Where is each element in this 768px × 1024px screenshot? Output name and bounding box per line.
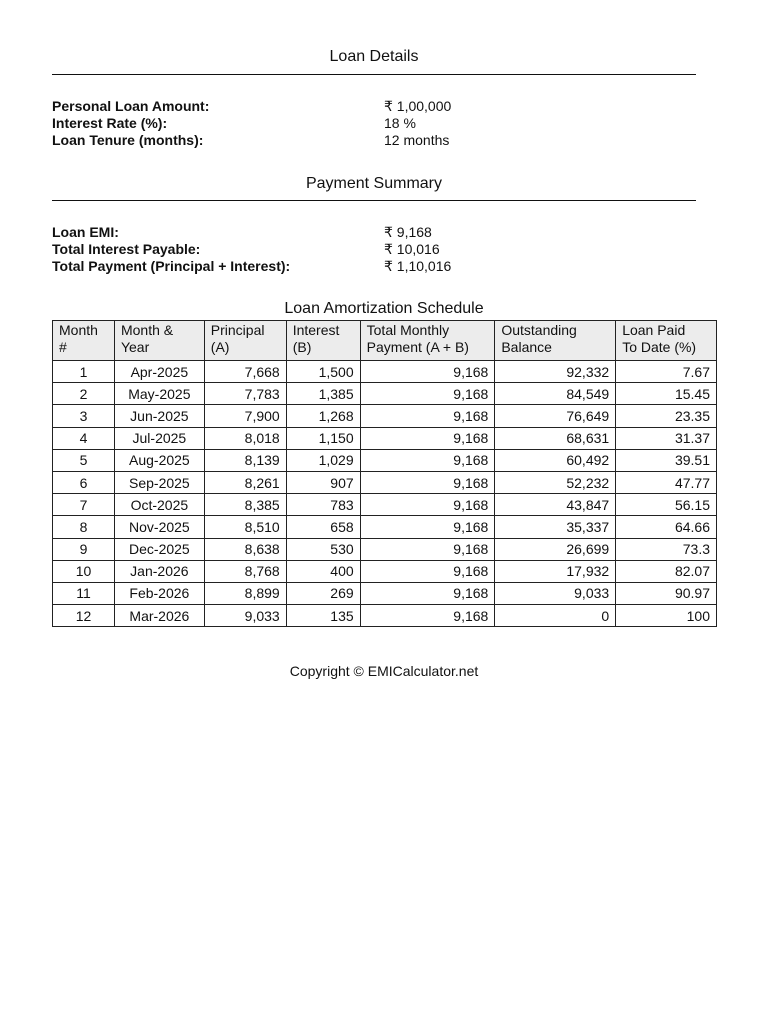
loan-amount-value: ₹ 1,00,000 <box>384 98 452 114</box>
table-row <box>53 560 717 582</box>
cell-principal: 8,510 <box>204 516 286 538</box>
cell-balance: 76,649 <box>495 405 616 427</box>
cell-balance: 0 <box>495 605 616 627</box>
cell-total: 9,168 <box>360 516 495 538</box>
cell-balance: 35,337 <box>495 516 616 538</box>
cell-paid: 100 <box>616 605 717 627</box>
cell-total: 9,168 <box>360 383 495 405</box>
table-row <box>53 383 717 405</box>
cell-total: 9,168 <box>360 582 495 604</box>
cell-month: 12 <box>53 605 115 627</box>
cell-principal: 8,768 <box>204 560 286 582</box>
amortization-table <box>52 320 717 627</box>
col-header-month-year: Month & Year <box>114 321 204 361</box>
table-row <box>53 494 717 516</box>
cell-total: 9,168 <box>360 449 495 471</box>
cell-interest: 269 <box>286 582 360 604</box>
cell-principal: 8,139 <box>204 449 286 471</box>
cell-date: Jul-2025 <box>114 427 204 449</box>
cell-balance: 52,232 <box>495 471 616 493</box>
col-header-paid-to-date: Loan Paid To Date (%) <box>616 321 717 361</box>
cell-paid: 39.51 <box>616 449 717 471</box>
loan-details-divider <box>52 74 696 75</box>
cell-paid: 82.07 <box>616 560 717 582</box>
interest-rate-row <box>52 115 696 132</box>
cell-principal: 8,261 <box>204 471 286 493</box>
cell-balance: 9,033 <box>495 582 616 604</box>
cell-paid: 47.77 <box>616 471 717 493</box>
cell-total: 9,168 <box>360 361 495 383</box>
col-header-total-payment: Total Monthly Payment (A + B) <box>360 321 495 361</box>
table-row <box>53 582 717 604</box>
cell-paid: 90.97 <box>616 582 717 604</box>
cell-date: Nov-2025 <box>114 516 204 538</box>
copyright-footer: Copyright © EMICalculator.net <box>289 663 479 679</box>
cell-month: 3 <box>53 405 115 427</box>
cell-paid: 23.35 <box>616 405 717 427</box>
cell-total: 9,168 <box>360 471 495 493</box>
cell-paid: 7.67 <box>616 361 717 383</box>
total-interest-label: Total Interest Payable: <box>52 241 201 257</box>
loan-tenure-label: Loan Tenure (months): <box>52 132 204 148</box>
col-header-principal: Principal (A) <box>204 321 286 361</box>
loan-details-title: Loan Details <box>329 48 419 65</box>
cell-principal: 8,385 <box>204 494 286 516</box>
cell-interest: 135 <box>286 605 360 627</box>
cell-total: 9,168 <box>360 538 495 560</box>
cell-interest: 658 <box>286 516 360 538</box>
payment-summary-divider <box>52 200 696 201</box>
cell-principal: 9,033 <box>204 605 286 627</box>
table-row <box>53 361 717 383</box>
loan-emi-value: ₹ 9,168 <box>384 224 432 240</box>
loan-tenure-value: 12 months <box>384 132 450 148</box>
cell-interest: 1,268 <box>286 405 360 427</box>
loan-emi-row <box>52 224 696 241</box>
cell-interest: 1,029 <box>286 449 360 471</box>
cell-interest: 907 <box>286 471 360 493</box>
cell-month: 6 <box>53 471 115 493</box>
total-payment-label: Total Payment (Principal + Interest): <box>52 258 291 274</box>
table-row <box>53 516 717 538</box>
cell-total: 9,168 <box>360 560 495 582</box>
cell-date: May-2025 <box>114 383 204 405</box>
cell-balance: 26,699 <box>495 538 616 560</box>
col-header-month: Month # <box>53 321 115 361</box>
table-row <box>53 427 717 449</box>
cell-balance: 68,631 <box>495 427 616 449</box>
table-row <box>53 605 717 627</box>
cell-month: 9 <box>53 538 115 560</box>
loan-emi-label: Loan EMI: <box>52 224 119 240</box>
payment-summary-title: Payment Summary <box>305 175 443 192</box>
cell-balance: 92,332 <box>495 361 616 383</box>
cell-date: Mar-2026 <box>114 605 204 627</box>
cell-month: 10 <box>53 560 115 582</box>
cell-month: 8 <box>53 516 115 538</box>
cell-total: 9,168 <box>360 405 495 427</box>
cell-paid: 15.45 <box>616 383 717 405</box>
table-row <box>53 471 717 493</box>
cell-date: Dec-2025 <box>114 538 204 560</box>
cell-date: Jan-2026 <box>114 560 204 582</box>
loan-tenure-row <box>52 132 696 149</box>
total-payment-value: ₹ 1,10,016 <box>384 258 452 274</box>
cell-date: Oct-2025 <box>114 494 204 516</box>
table-header-row <box>53 321 717 361</box>
cell-month: 1 <box>53 361 115 383</box>
loan-details-list <box>52 98 696 149</box>
cell-interest: 1,150 <box>286 427 360 449</box>
cell-balance: 84,549 <box>495 383 616 405</box>
cell-month: 2 <box>53 383 115 405</box>
col-header-outstanding: Outstanding Balance <box>495 321 616 361</box>
cell-paid: 31.37 <box>616 427 717 449</box>
cell-paid: 64.66 <box>616 516 717 538</box>
cell-total: 9,168 <box>360 494 495 516</box>
loan-amount-row <box>52 98 696 115</box>
table-row <box>53 449 717 471</box>
cell-interest: 1,385 <box>286 383 360 405</box>
payment-summary-list <box>52 224 696 275</box>
cell-balance: 43,847 <box>495 494 616 516</box>
cell-date: Apr-2025 <box>114 361 204 383</box>
cell-paid: 56.15 <box>616 494 717 516</box>
total-interest-value: ₹ 10,016 <box>384 241 440 257</box>
cell-total: 9,168 <box>360 605 495 627</box>
cell-principal: 8,899 <box>204 582 286 604</box>
interest-rate-label: Interest Rate (%): <box>52 115 168 131</box>
cell-principal: 7,668 <box>204 361 286 383</box>
cell-interest: 530 <box>286 538 360 560</box>
cell-date: Aug-2025 <box>114 449 204 471</box>
table-row <box>53 405 717 427</box>
cell-principal: 8,018 <box>204 427 286 449</box>
schedule-title: Loan Amortization Schedule <box>284 300 484 317</box>
cell-date: Jun-2025 <box>114 405 204 427</box>
col-header-interest: Interest (B) <box>286 321 360 361</box>
total-payment-row <box>52 258 696 275</box>
cell-principal: 8,638 <box>204 538 286 560</box>
cell-principal: 7,900 <box>204 405 286 427</box>
cell-total: 9,168 <box>360 427 495 449</box>
cell-interest: 1,500 <box>286 361 360 383</box>
interest-rate-value: 18 % <box>384 115 416 131</box>
cell-date: Sep-2025 <box>114 471 204 493</box>
cell-balance: 17,932 <box>495 560 616 582</box>
cell-paid: 73.3 <box>616 538 717 560</box>
cell-month: 7 <box>53 494 115 516</box>
cell-date: Feb-2026 <box>114 582 204 604</box>
cell-interest: 783 <box>286 494 360 516</box>
cell-month: 5 <box>53 449 115 471</box>
cell-interest: 400 <box>286 560 360 582</box>
cell-month: 11 <box>53 582 115 604</box>
cell-balance: 60,492 <box>495 449 616 471</box>
cell-month: 4 <box>53 427 115 449</box>
loan-amount-label: Personal Loan Amount: <box>52 98 210 114</box>
total-interest-row <box>52 241 696 258</box>
cell-principal: 7,783 <box>204 383 286 405</box>
table-row <box>53 538 717 560</box>
